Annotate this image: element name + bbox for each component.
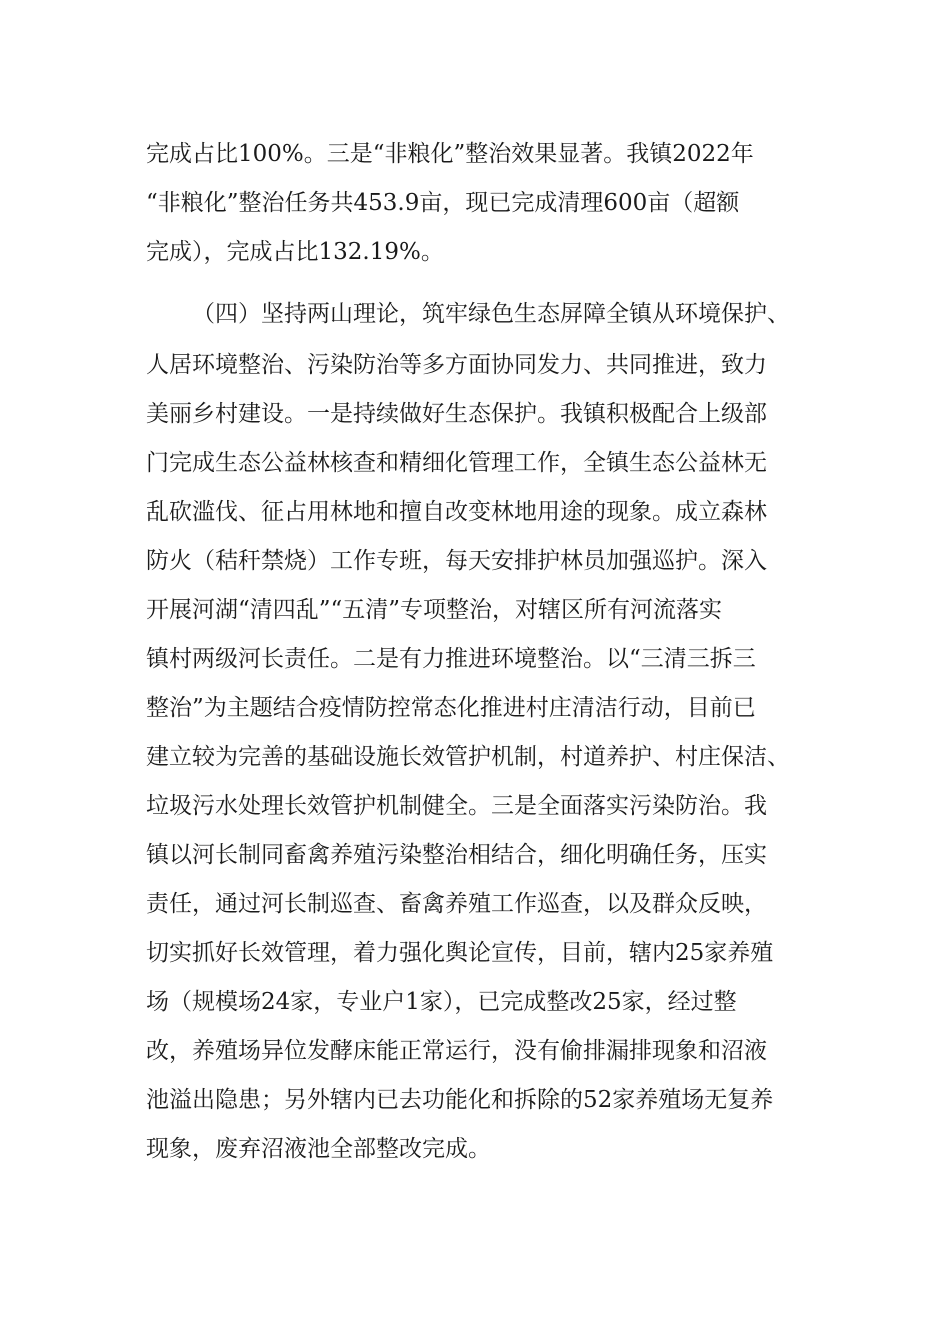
text-line-20: 池溢出隐患；另外辖内已去功能化和拆除的52家养殖场无复养 (146, 1087, 774, 1113)
text-line-8: 乱砍滥伐、征占用林地和擅自改变林地用途的现象。成立森林 (146, 499, 767, 525)
text-line-19: 改，养殖场异位发酵床能正常运行，没有偷排漏排现象和沼液 (146, 1038, 767, 1064)
text-line-4: （四）坚持两山理论，筑牢绿色生态屏障全镇从环境保护、 (192, 301, 790, 327)
text-line-5: 人居环境整治、污染防治等多方面协同发力、共同推进，致力 (146, 352, 767, 378)
text-line-15: 镇以河长制同畜禽养殖污染整治相结合，细化明确任务，压实 (146, 842, 767, 868)
text-line-14: 垃圾污水处理长效管护机制健全。三是全面落实污染防治。我 (146, 793, 767, 819)
text-line-16: 责任，通过河长制巡查、畜禽养殖工作巡查，以及群众反映， (146, 891, 767, 917)
text-line-17: 切实抓好长效管理，着力强化舆论宣传，目前，辖内25家养殖 (146, 940, 774, 966)
text-line-2: “非粮化”整治任务共453.9亩，现已完成清理600亩（超额 (146, 190, 740, 216)
text-line-1: 完成占比100%。三是“非粮化”整治效果显著。我镇2022年 (146, 141, 754, 167)
text-line-7: 门完成生态公益林核查和精细化管理工作，全镇生态公益林无 (146, 450, 767, 476)
text-line-9: 防火（秸秆禁烧）工作专班，每天安排护林员加强巡护。深入 (146, 548, 767, 574)
text-line-12: 整治”为主题结合疫情防控常态化推进村庄清洁行动，目前已 (146, 695, 756, 721)
text-line-11: 镇村两级河长责任。二是有力推进环境整治。以“三清三拆三 (146, 646, 756, 672)
text-line-13: 建立较为完善的基础设施长效管护机制，村道养护、村庄保洁、 (146, 744, 790, 770)
text-line-3: 完成），完成占比132.19%。 (146, 239, 444, 265)
text-line-21: 现象，废弃沼液池全部整改完成。 (146, 1136, 491, 1162)
text-line-6: 美丽乡村建设。一是持续做好生态保护。我镇积极配合上级部 (146, 401, 767, 427)
text-line-18: 场（规模场24家，专业户1家），已完成整改25家，经过整 (146, 989, 737, 1015)
text-line-10: 开展河湖“清四乱”“五清”专项整治，对辖区所有河流落实 (146, 597, 723, 623)
